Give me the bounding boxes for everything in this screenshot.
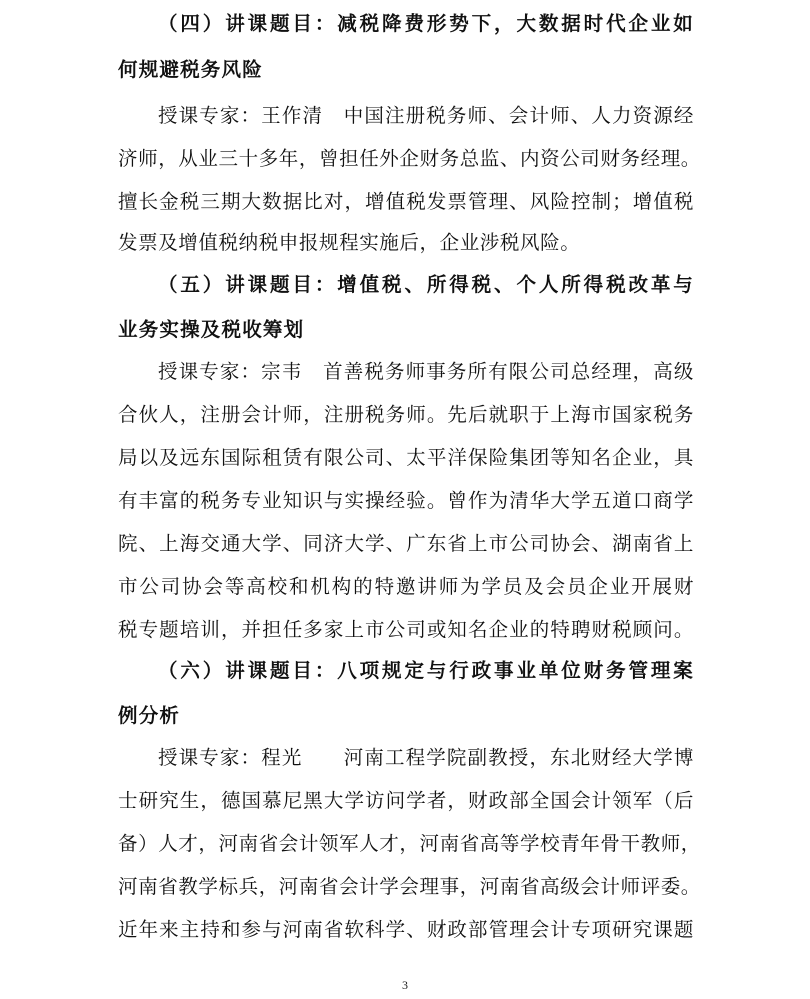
section-6-body-line-4: 河南省教学标兵，河南省会计学会理事，河南省高级会计师评委。 [118, 875, 701, 898]
section-6-body-line-1: 授课专家：程光 河南工程学院副教授，东北财经大学博 [158, 746, 694, 769]
section-4-body-line-3: 擅长金税三期大数据比对，增值税发票管理、风险控制；增值税 [118, 190, 694, 213]
section-5-heading-line-1: （五）讲课题目：增值税、所得税、个人所得税改革与 [158, 273, 694, 296]
section-4-heading-line-2: 何规避税务风险 [118, 58, 263, 81]
section-5-body-line-1: 授课专家：宗韦 首善税务师事务所有限公司总经理，高级 [158, 360, 694, 383]
section-4-heading-line-1: （四）讲课题目：减税降费形势下，大数据时代企业如 [158, 12, 694, 35]
section-5-body-line-7: 税专题培训，并担任多家上市公司或知名企业的特聘财税顾问。 [118, 618, 694, 641]
page-number: 3 [402, 978, 408, 992]
section-6-body-line-2: 士研究生，德国慕尼黑大学访问学者，财政部全国会计领军（后 [118, 789, 694, 812]
section-6-body-line-5: 近年来主持和参与河南省软科学、财政部管理会计专项研究课题 [118, 918, 694, 941]
section-5-body-line-6: 市公司协会等高校和机构的特邀讲师为学员及会员企业开展财 [118, 575, 694, 598]
section-5-body-line-2: 合伙人，注册会计师，注册税务师。先后就职于上海市国家税务 [118, 403, 694, 426]
section-4-body-line-1: 授课专家：王作清 中国注册税务师、会计师、人力资源经 [158, 104, 694, 127]
section-5-body-line-4: 有丰富的税务专业知识与实操经验。曾作为清华大学五道口商学 [118, 489, 694, 512]
section-6-heading-line-1: （六）讲课题目：八项规定与行政事业单位财务管理案 [158, 659, 694, 682]
section-6-body-line-3: 备）人才，河南省会计领军人才，河南省高等学校青年骨干教师， [118, 832, 701, 855]
section-5-heading-line-2: 业务实操及税收筹划 [118, 318, 305, 341]
section-6-heading-line-2: 例分析 [118, 704, 181, 727]
section-5-body-line-5: 院、上海交通大学、同济大学、广东省上市公司协会、湖南省上 [118, 532, 694, 555]
section-5-body-line-3: 局以及远东国际租赁有限公司、太平洋保险集团等知名企业，具 [118, 446, 694, 469]
section-4-body-line-2: 济师，从业三十多年，曾担任外企财务总监、内资公司财务经理。 [118, 147, 701, 170]
section-4-body-line-4: 发票及增值税纳税申报规程实施后，企业涉税风险。 [118, 231, 581, 254]
